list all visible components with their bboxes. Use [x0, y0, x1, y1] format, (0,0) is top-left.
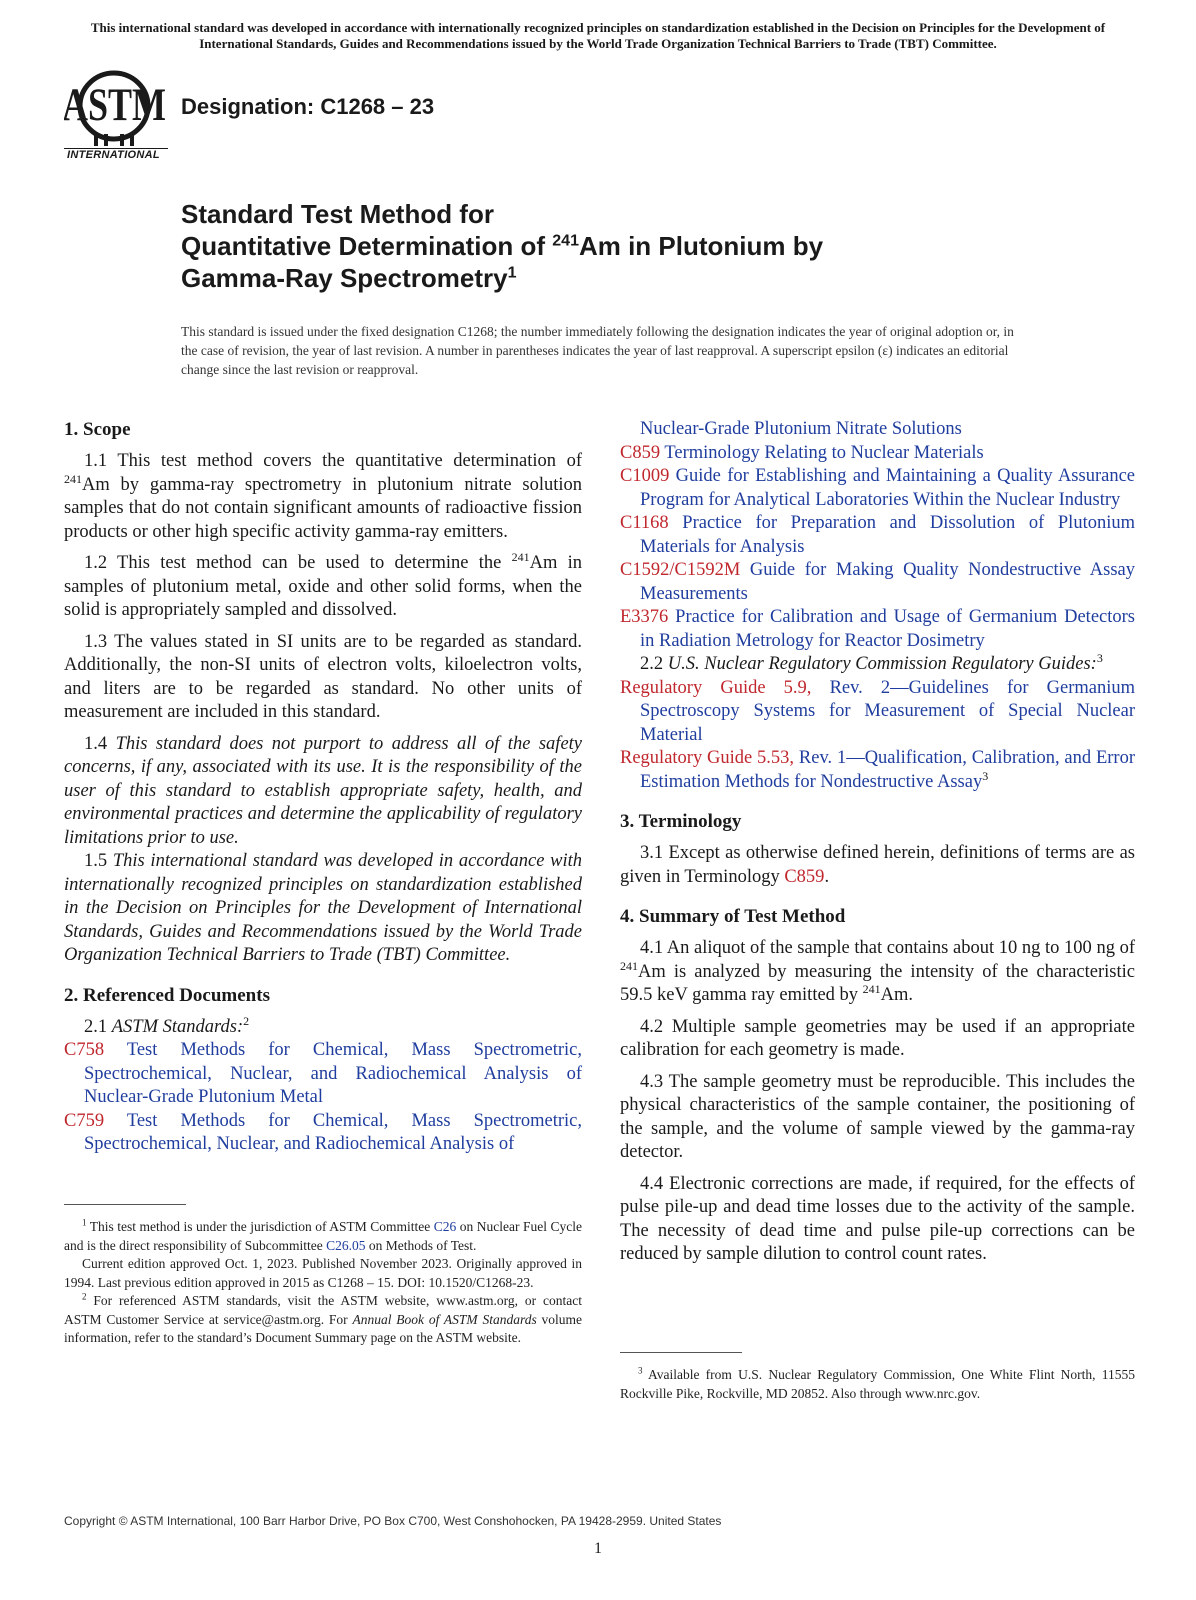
- ref-code[interactable]: C1009: [620, 466, 670, 486]
- title-line-2-post: Am in Plutonium by: [578, 231, 824, 261]
- scope-p5: [64, 850, 582, 968]
- title-line-3-text: Gamma-Ray Spectrometry: [181, 263, 508, 293]
- term-p1-b: .: [824, 866, 830, 887]
- scope-p1: [64, 450, 582, 544]
- ref-code[interactable]: C759: [64, 1110, 105, 1131]
- fn2-sup: 2: [82, 1291, 87, 1302]
- terminology-p1: [620, 842, 1135, 889]
- scope-p2-a: 1.2 This test method can be used to determine the: [84, 553, 512, 573]
- reference-item[interactable]: [64, 1110, 582, 1157]
- footnote-1: [64, 1218, 582, 1255]
- sub2-text: U.S. Nuclear Regulatory Commission Regulatory Guides:: [667, 654, 1097, 674]
- reference-item[interactable]: [620, 606, 1135, 653]
- fn1-link-c26[interactable]: C26: [433, 1219, 457, 1234]
- summary-p2: 4.2 Multiple sample geometries may be used if an appropriate calibration for each geometry is made.: [620, 1016, 1135, 1060]
- guide-title[interactable]: Rev. 2—Guidelines for Germanium Spectroscopy Systems for Measurement of Special Nuclear Material: [640, 677, 1136, 745]
- guide-title[interactable]: Rev. 1—Qualification, Calibration, and Error Estimation Methods for Nondestructive Assay: [640, 748, 1135, 792]
- scope-p5-num: 1.5: [84, 851, 113, 871]
- footnotes-right: [620, 1366, 1135, 1403]
- term-p1-a: 3.1 Except as otherwise defined herein, definitions of terms are as given in Terminology: [620, 843, 1135, 887]
- summary-heading: 4. Summary of Test Method: [620, 906, 846, 927]
- reference-item[interactable]: [620, 442, 1135, 466]
- scope-p2-sup: 241: [511, 549, 530, 564]
- fn1-b: on Nuclear Fuel Cycle and is the direct responsibility of Subcommittee: [64, 1219, 582, 1253]
- logo-text: INTERNATIONAL: [67, 149, 160, 161]
- summary-p1: [620, 937, 1135, 1008]
- sub1-num: 2.1: [84, 1016, 112, 1037]
- scope-p5-text: This international standard was developed in accordance with internationally recognized principles on standardization established in the Decision on Principles for the Development of International Standards, Guides and Recommendations issued by the World Trade Organization Technical Barriers to Trade (TBT) Committee.: [64, 851, 583, 965]
- title-line-1: Standard Test Method for: [181, 199, 494, 229]
- title-isotope-sup: 241: [552, 232, 579, 250]
- ref-code[interactable]: E3376: [620, 607, 669, 627]
- fn1-c: on Methods of Test.: [365, 1237, 477, 1253]
- sub1-sup: 2: [243, 1013, 250, 1028]
- title-line-2-pre: Quantitative Determination of: [181, 231, 553, 261]
- sum-p1-sup2: 241: [862, 981, 881, 996]
- ref-title-continued[interactable]: Nuclear-Grade Plutonium Nitrate Solutions: [640, 419, 962, 439]
- fn2-a: For referenced ASTM standards, visit the ASTM website, www.astm.org, or contact ASTM Customer Service at service@astm.org. For: [64, 1293, 582, 1327]
- guide-sup: 3: [982, 768, 989, 783]
- issued-note: This standard is issued under the fixed designation C1268; the number immediately following the designation indicates the year of original adoption or, in the case of revision, the year of last revision. A number in parentheses indicates the year of last reapproval. A superscript epsilon (ε) indicates an editorial change since the last revision or reapproval.: [181, 324, 1014, 377]
- ref-title[interactable]: Terminology Relating to Nuclear Materials: [664, 442, 984, 463]
- reference-item[interactable]: [64, 1039, 582, 1110]
- reference-item-continued[interactable]: [620, 418, 1135, 442]
- scope-p2-b: Am in samples of plutonium metal, oxide and other solid forms, when the solid is appropriately sampled and dissolved.: [64, 553, 582, 620]
- terminology-heading: 3. Terminology: [620, 811, 742, 832]
- designation: Designation: C1268 – 23: [181, 94, 435, 119]
- scope-p1-sup: 241: [64, 471, 82, 486]
- sub2-num: 2.2: [640, 654, 668, 674]
- astm-logo: [64, 68, 168, 166]
- reference-item[interactable]: [620, 559, 1135, 606]
- ref-title-partial[interactable]: Test Methods for Chemical, Mass Spectrometric, Spectrochemical, Nuclear, and Radiochemical Analysis of: [84, 1110, 582, 1154]
- scope-p3: 1.3 The values stated in SI units are to be regarded as standard. Additionally, the non-SI units of electron volts, kiloelectron volts, and liters are to be regarded as standard. No other units of measurement are included in this standard.: [64, 631, 582, 722]
- fn3-text: Available from U.S. Nuclear Regulatory Commission, One White Flint North, 11555 Rockville Pike, Rockville, MD 20852. Also through www.nrc.gov.: [620, 1367, 1135, 1401]
- left-column: [64, 418, 582, 1157]
- ref-title[interactable]: Practice for Preparation and Dissolution of Plutonium Materials for Analysis: [640, 513, 1135, 557]
- svg-text:ASTM: ASTM: [64, 79, 167, 132]
- scope-heading: 1. Scope: [64, 419, 131, 440]
- footnote-divider-left: [64, 1204, 186, 1205]
- ref-title[interactable]: Test Methods for Chemical, Mass Spectrometric, Spectrochemical, Nuclear, and Radiochemical Analysis of Nuclear-Grade Plutonium Metal: [84, 1040, 582, 1107]
- right-column: [620, 418, 1135, 1275]
- fn1-a: This test method is under the jurisdiction of ASTM Committee: [86, 1219, 434, 1234]
- document-title: [181, 198, 1081, 294]
- ref-code[interactable]: C758: [64, 1040, 105, 1060]
- copyright: Copyright © ASTM International, 100 Barr Harbor Drive, PO Box C700, West Conshohocken, PA 19428-2959. United States: [64, 1514, 722, 1528]
- fn2-it: Annual Book of ASTM Standards: [352, 1311, 537, 1327]
- reference-item[interactable]: [620, 512, 1135, 559]
- scope-p4-text: This standard does not purport to address all of the safety concerns, if any, associated with its use. It is the responsibility of the user of this standard to establish appropriate safety, health, and environmental practices and determine the applicability of regulatory limitations prior to use.: [64, 733, 583, 848]
- footnote-2: [64, 1292, 582, 1348]
- guide-item[interactable]: [620, 677, 1135, 748]
- sum-p1-c: Am.: [880, 985, 914, 1005]
- fn3-sup: 3: [638, 1365, 643, 1376]
- ref-code[interactable]: C1168: [620, 513, 669, 533]
- ref-code[interactable]: C1592/C1592M: [620, 560, 741, 580]
- fn1-sup: 1: [82, 1217, 87, 1228]
- ref-title[interactable]: Guide for Establishing and Maintaining a Quality Assurance Program for Analytical Laboratories Within the Nuclear Industry: [640, 466, 1136, 510]
- scope-p2: [64, 549, 582, 623]
- summary-p3: 4.3 The sample geometry must be reproducible. This includes the physical characteristics of the sample container, the positioning of the sample, and the volume of sample viewed by the gamma-ray detector.: [620, 1071, 1135, 1162]
- scope-p1-a: 1.1 This test method covers the quantitative determination of: [84, 451, 582, 471]
- footnote-divider-right: [620, 1352, 742, 1353]
- reference-item[interactable]: [620, 465, 1135, 512]
- term-link-c859[interactable]: C859: [784, 866, 825, 887]
- referenced-heading: 2. Referenced Documents: [64, 984, 270, 1006]
- fn2-b: volume information, refer to the standard’s Document Summary page on the ASTM website.: [64, 1311, 583, 1345]
- ref-title[interactable]: Guide for Making Quality Nondestructive Assay Measurements: [640, 560, 1136, 604]
- scope-p4-num: 1.4: [84, 733, 116, 754]
- title-footnote-sup: 1: [507, 264, 517, 282]
- guide-code[interactable]: Regulatory Guide 5.53,: [620, 748, 795, 768]
- page-number: 1: [594, 1540, 602, 1557]
- astm-standards-subheading: [64, 1013, 582, 1040]
- sum-p1-b: Am is analyzed by measuring the intensity of the characteristic 59.5 keV gamma ray emitted by: [620, 961, 1135, 1005]
- sub1-text: ASTM Standards:: [111, 1016, 244, 1037]
- footnote-1-edition: Current edition approved Oct. 1, 2023. Published November 2023. Originally approved in 1994. Last previous edition approved in 2015 as C1268 – 15. DOI: 10.1520/C1268-23.: [64, 1256, 582, 1290]
- footnotes-left: [64, 1218, 582, 1348]
- nrc-guides-subheading: [620, 650, 1135, 677]
- scope-p1-b: Am by gamma-ray spectrometry in plutonium nitrate solution samples that do not contain significant amounts of radioactive fission products or other high specific activity gamma-ray emitters.: [64, 474, 582, 542]
- sum-p1-sup: 241: [620, 958, 638, 973]
- guide-code[interactable]: Regulatory Guide 5.9,: [620, 677, 812, 698]
- guide-item[interactable]: [620, 747, 1135, 794]
- title-line-2: [181, 230, 1081, 262]
- title-line-3: [181, 262, 1081, 294]
- top-notice: This international standard was developed in accordance with internationally recognized principles on standardization established in the Decision on Principles for the Development of International Standards, Guides and Recommendations issued by the World Trade Organization Technical Barriers to Trade (TBT) Committee.: [90, 20, 1106, 51]
- ref-title[interactable]: Practice for Calibration and Usage of Germanium Detectors in Radiation Metrology for Reactor Dosimetry: [640, 607, 1135, 651]
- scope-p4: [64, 733, 582, 851]
- fn1-link-c2605[interactable]: C26.05: [326, 1237, 366, 1253]
- footnote-3: [620, 1366, 1135, 1403]
- summary-p4: 4.4 Electronic corrections are made, if required, for the effects of pulse pile-up and dead time losses due to the activity of the sample. The necessity of dead time and pulse pile-up corrections can be reduced by sample dilution to control count rates.: [620, 1173, 1135, 1264]
- sum-p1-a: 4.1 An aliquot of the sample that contains about 10 ng to 100 ng of: [640, 938, 1135, 958]
- ref-code[interactable]: C859: [620, 442, 661, 463]
- sub2-sup: 3: [1096, 650, 1103, 665]
